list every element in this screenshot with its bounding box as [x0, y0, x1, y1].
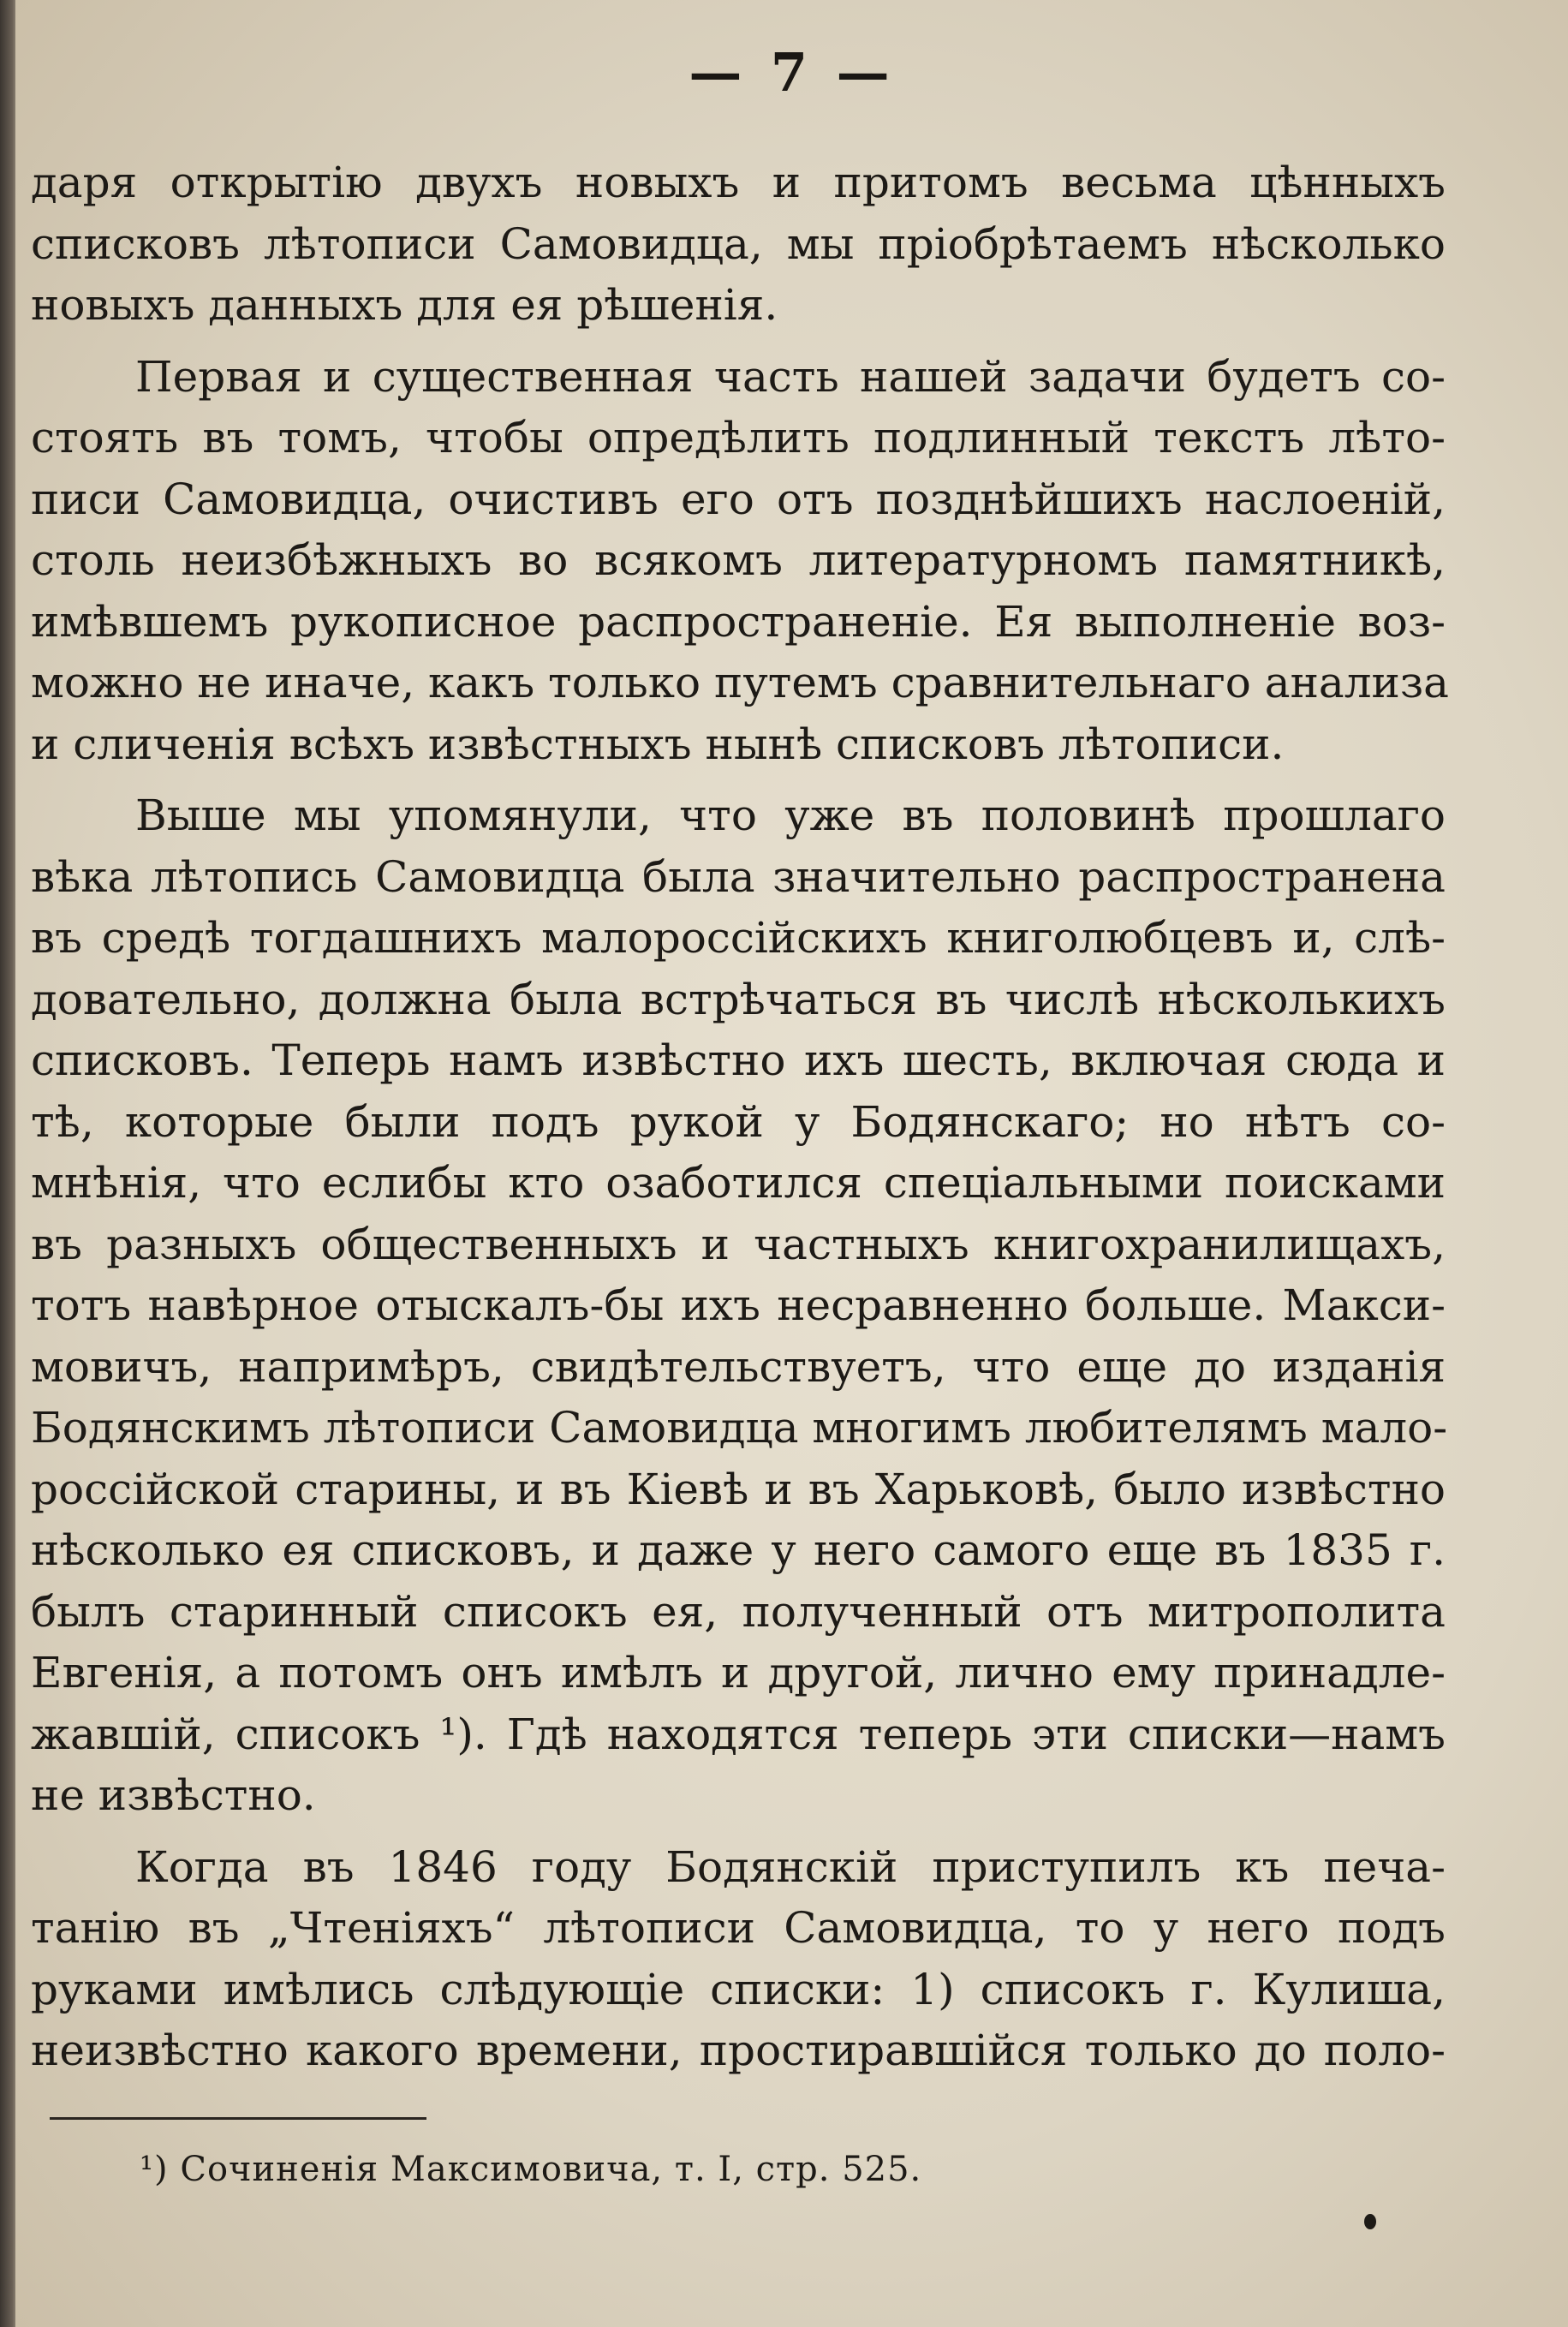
- text-line: въ разныхъ общественныхъ и частныхъ книгохранилищахъ,: [31, 1219, 1446, 1269]
- text-line: танію въ „Чтеніяхъ“ лѣтописи Самовидца, то у него подъ: [31, 1903, 1446, 1953]
- text-line: списковъ. Теперь намъ извѣстно ихъ шесть, включая сюда и: [31, 1035, 1446, 1085]
- text-line: списковъ лѣтописи Самовидца, мы пріобрѣтаемъ нѣсколько: [31, 218, 1446, 269]
- text-line: Выше мы упомянули, что уже въ половинѣ прошлаго: [135, 791, 1446, 840]
- text-line: мнѣнія, что еслибы кто озаботился спеціальными поисками: [31, 1158, 1446, 1208]
- text-line: стоять въ томъ, чтобы опредѣлить подлинный текстъ лѣто-: [31, 413, 1446, 462]
- paragraph: [31, 1837, 1446, 2082]
- text-line: Евгенія, а потомъ онъ имѣлъ и другой, лично ему принадле-: [31, 1648, 1446, 1698]
- text-line: неизвѣстно какого времени, простиравшійся только до поло-: [31, 2026, 1446, 2075]
- text-line: вѣка лѣтопись Самовидца была значительно распространена: [31, 851, 1446, 902]
- text-line: Бодянскимъ лѣтописи Самовидца многимъ любителямъ мало-: [31, 1403, 1448, 1453]
- text-line: Первая и существенная часть нашей задачи будетъ со-: [135, 351, 1446, 402]
- text-line: довательно, должна была встрѣчаться въ числѣ нѣсколькихъ: [31, 974, 1446, 1024]
- text-line: мовичъ, напримѣръ, свидѣтельствуетъ, что еще до изданія: [31, 1341, 1446, 1392]
- paragraph: [31, 152, 1446, 337]
- text-line: въ средѣ тогдашнихъ малороссійскихъ книголюбцевъ и, слѣ-: [31, 913, 1446, 963]
- text-line: не извѣстно.: [31, 1770, 316, 1820]
- text-line: и сличенія всѣхъ извѣстныхъ нынѣ списковъ лѣтописи.: [31, 719, 1285, 769]
- footnote: ¹) Сочиненія Максимовича, т. I, стр. 525.: [140, 2150, 922, 2189]
- text-line: россійской старины, и въ Кіевѣ и въ Харьковѣ, было извѣстно: [31, 1464, 1446, 1514]
- text-line: даря открытію двухъ новыхъ и притомъ весьма цѣнныхъ: [31, 158, 1446, 207]
- text-line: руками имѣлись слѣдующіе списки: 1) списокъ г. Кулиша,: [31, 1964, 1446, 2014]
- text-line: нѣсколько ея списковъ, и даже у него самого еще въ 1835 г.: [31, 1525, 1446, 1575]
- text-line: Когда въ 1846 году Бодянскій приступилъ къ печа-: [135, 1841, 1446, 1892]
- text-line: столь неизбѣжныхъ во всякомъ литературномъ памятникѣ,: [31, 535, 1446, 585]
- text-line: писи Самовидца, очистивъ его отъ позднѣйшихъ наслоеній,: [31, 474, 1446, 524]
- footnote-divider: [50, 2117, 426, 2120]
- text-line: жавшій, списокъ ¹). Гдѣ находятся теперь эти списки—намъ: [31, 1709, 1446, 1759]
- text-line: тотъ навѣрное отыскалъ-бы ихъ несравненно больше. Макси-: [31, 1280, 1446, 1330]
- text-line: можно не иначе, какъ только путемъ сравнительнаго анализа: [31, 658, 1449, 707]
- text-line: тѣ, которые были подъ рукой у Бодянскаго; но нѣтъ со-: [31, 1096, 1446, 1147]
- book-page: [15, 0, 1568, 2327]
- body-text: [31, 152, 1449, 2082]
- ink-spot: [1364, 2214, 1376, 2229]
- paragraph: [31, 347, 1449, 776]
- page-number: — 7 —: [689, 41, 895, 104]
- text-line: новыхъ данныхъ для ея рѣшенія.: [31, 280, 778, 330]
- text-line: былъ старинный списокъ ея, полученный отъ митрополита: [31, 1586, 1446, 1637]
- paragraph: [31, 785, 1446, 1827]
- text-line: имѣвшемъ рукописное распространеніе. Ея выполненіе воз-: [31, 596, 1446, 647]
